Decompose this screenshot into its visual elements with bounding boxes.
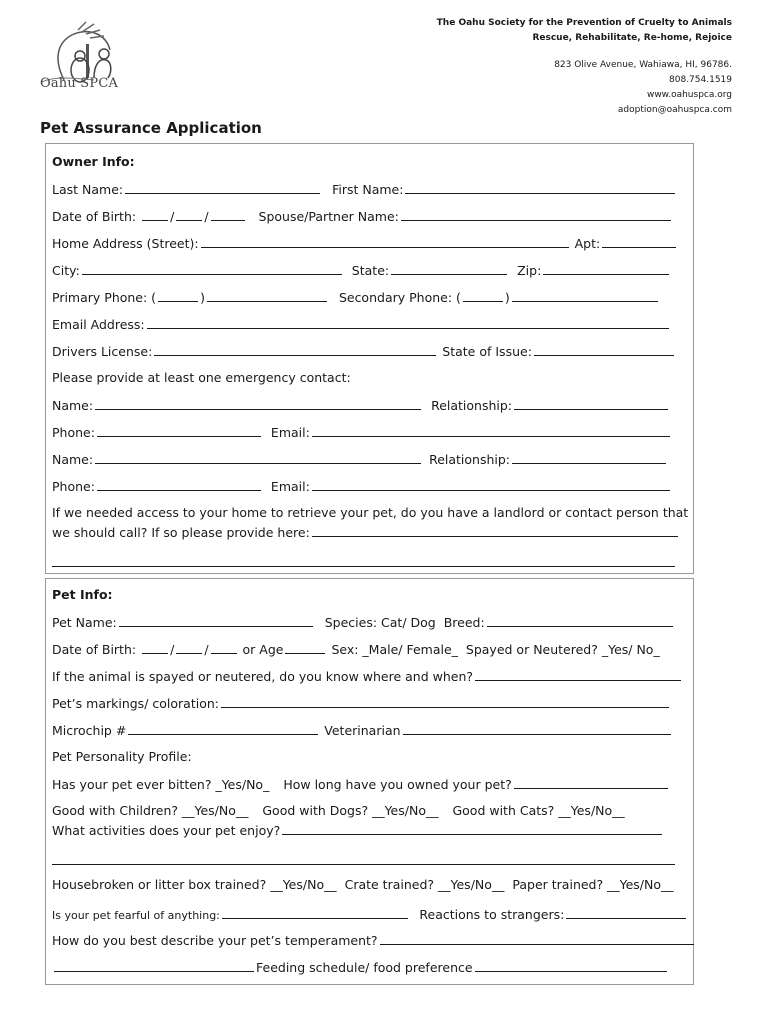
activities-label: What activities does your pet enjoy?: [52, 823, 281, 838]
feeding-prefix-field[interactable]: [54, 959, 254, 972]
age-field[interactable]: [285, 641, 325, 654]
row-phones: Primary Phone: ( ) Secondary Phone: ( ): [52, 289, 660, 305]
pet-heading: Pet Info:: [52, 587, 113, 602]
ec2-relationship-label: Relationship:: [429, 452, 511, 467]
page-title: Pet Assurance Application: [40, 119, 262, 137]
last-name-field[interactable]: [125, 181, 320, 194]
org-info: [437, 16, 732, 118]
home-address-field[interactable]: [201, 235, 569, 248]
strangers-label: Reactions to strangers:: [419, 907, 565, 922]
personality-heading: Pet Personality Profile:: [52, 749, 192, 764]
owner-heading: Owner Info:: [52, 154, 135, 169]
paper-options[interactable]: Paper trained? __Yes/No__: [512, 877, 674, 892]
state-of-issue-field[interactable]: [534, 343, 674, 356]
state-label: State:: [351, 263, 390, 278]
owner-info-section: [45, 143, 694, 574]
markings-field[interactable]: [221, 695, 669, 708]
spayed-when-label: If the animal is spayed or neutered, do you know where and when?: [52, 669, 474, 684]
feeding-field[interactable]: [475, 959, 667, 972]
row-fearful: [52, 906, 688, 922]
landlord-extra-line[interactable]: [52, 566, 675, 567]
secondary-phone-label: Secondary Phone: (: [338, 290, 461, 305]
city-field[interactable]: [82, 262, 342, 275]
or-age-label: or Age: [242, 642, 284, 657]
row-ec2-phone: [52, 478, 672, 494]
dob-year-field[interactable]: [211, 208, 245, 221]
activities-extra-line[interactable]: [52, 864, 675, 865]
breed-field[interactable]: [487, 614, 673, 627]
row-spayed-when: [52, 668, 683, 684]
row-microchip: [52, 722, 673, 738]
row-training: [52, 877, 673, 892]
city-label: City:: [52, 263, 80, 278]
pet-name-field[interactable]: [119, 614, 313, 627]
ec2-name-field[interactable]: [95, 451, 421, 464]
state-field[interactable]: [391, 262, 507, 275]
row-ec1-phone: [52, 424, 672, 440]
apt-label: Apt:: [574, 236, 601, 251]
bitten-options[interactable]: Has your pet ever bitten? _Yes/No_: [52, 777, 270, 792]
cats-options[interactable]: Good with Cats? __Yes/No__: [452, 803, 625, 818]
activities-field[interactable]: [282, 822, 662, 835]
emergency-note: Please provide at least one emergency contact:: [52, 370, 351, 385]
landlord-field[interactable]: [312, 524, 678, 537]
pet-dob-year-field[interactable]: [211, 641, 237, 654]
row-good-with: [52, 803, 625, 818]
primary-area-field[interactable]: [158, 289, 198, 302]
ec2-email-field[interactable]: [312, 478, 670, 491]
ec2-email-label: Email:: [270, 479, 310, 494]
email-address-label: Email Address:: [52, 317, 145, 332]
dogs-options[interactable]: Good with Dogs? __Yes/No__: [262, 803, 439, 818]
row-city: [52, 262, 671, 278]
ec1-phone-field[interactable]: [97, 424, 261, 437]
ec2-relationship-field[interactable]: [512, 451, 666, 464]
spouse-field[interactable]: [401, 208, 671, 221]
dob-month-field[interactable]: [142, 208, 168, 221]
last-name-label: Last Name:: [52, 182, 124, 197]
row-temperament: [52, 932, 696, 948]
pet-name-label: Pet Name:: [52, 615, 117, 630]
drivers-license-label: Drivers License:: [52, 344, 153, 359]
microchip-field[interactable]: [128, 722, 318, 735]
logo-text: Oahu SPCA: [40, 76, 119, 91]
apt-field[interactable]: [602, 235, 676, 248]
ec1-relationship-label: Relationship:: [431, 398, 513, 413]
first-name-field[interactable]: [405, 181, 675, 194]
pet-dob-day-field[interactable]: [176, 641, 202, 654]
strangers-field[interactable]: [566, 906, 686, 919]
feeding-label: Feeding schedule/ food preference: [256, 960, 473, 975]
row-address: [52, 235, 678, 251]
zip-field[interactable]: [543, 262, 669, 275]
spayed-when-field[interactable]: [475, 668, 681, 681]
row-pet-dob: Date of Birth: / / or Age Sex: _Male/ Female_ Spayed or Neutered? _Yes/ No_: [52, 642, 660, 657]
owned-label: How long have you owned your pet?: [283, 777, 512, 792]
email-address-field[interactable]: [147, 316, 669, 329]
row-feeding: [52, 959, 669, 975]
zip-label: Zip:: [517, 263, 542, 278]
primary-phone-field[interactable]: [207, 289, 327, 302]
fearful-label: Is your pet fearful of anything:: [52, 909, 220, 922]
secondary-area-field[interactable]: [463, 289, 503, 302]
veterinarian-field[interactable]: [403, 722, 671, 735]
org-website[interactable]: www.oahuspca.org: [646, 90, 732, 100]
sex-options[interactable]: Sex: _Male/ Female_: [331, 642, 458, 657]
ec2-phone-label: Phone:: [52, 479, 95, 494]
landlord-question-line2: we should call? If so please provide here:: [52, 525, 310, 540]
first-name-label: First Name:: [332, 182, 404, 197]
children-options[interactable]: Good with Children? __Yes/No__: [52, 803, 249, 818]
row-ec1-name: [52, 397, 670, 413]
dob-label: Date of Birth:: [52, 209, 137, 224]
microchip-label: Microchip #: [52, 723, 127, 738]
org-address: 823 Olive Avenue, Wahiawa, HI, 96786.: [554, 60, 732, 70]
owned-field[interactable]: [514, 776, 668, 789]
row-dob: Date of Birth: / / Spouse/Partner Name:: [52, 208, 673, 224]
housebroken-options[interactable]: Housebroken or litter box trained? __Yes/No__: [52, 877, 337, 892]
row-markings: [52, 695, 671, 711]
spayed-options[interactable]: Spayed or Neutered? _Yes/ No_: [465, 642, 660, 657]
ec1-email-label: Email:: [270, 425, 310, 440]
drivers-license-field[interactable]: [154, 343, 436, 356]
fearful-field[interactable]: [222, 906, 408, 919]
veterinarian-label: Veterinarian: [324, 723, 401, 738]
row-license: [52, 343, 676, 359]
state-of-issue-label: State of Issue:: [442, 344, 532, 359]
ec1-name-label: Name:: [52, 398, 94, 413]
ec2-phone-field[interactable]: [97, 478, 261, 491]
row-landlord: [52, 524, 680, 540]
pet-info-section: [45, 578, 694, 985]
row-ec2-name: [52, 451, 668, 467]
row-bitten: [52, 776, 670, 792]
org-name: The Oahu Society for the Prevention of Cruelty to Animals: [436, 18, 732, 28]
ec1-email-field[interactable]: [312, 424, 670, 437]
row-email: [52, 316, 671, 332]
dob-day-field[interactable]: [176, 208, 202, 221]
org-tagline: Rescue, Rehabilitate, Re-home, Rejoice: [532, 33, 732, 43]
ec1-phone-label: Phone:: [52, 425, 95, 440]
ec1-relationship-field[interactable]: [514, 397, 668, 410]
species-label: Species: Cat/ Dog: [324, 615, 436, 630]
org-phone: 808.754.1519: [669, 75, 732, 85]
secondary-phone-field[interactable]: [512, 289, 658, 302]
row-activities: [52, 822, 664, 838]
primary-phone-label: Primary Phone: (: [52, 290, 157, 305]
row-pet-name: [52, 614, 675, 630]
ec2-name-label: Name:: [52, 452, 94, 467]
landlord-question-line1: If we needed access to your home to retrieve your pet, do you have a landlord or contact person that: [52, 505, 689, 520]
org-email[interactable]: adoption@oahuspca.com: [617, 105, 732, 115]
pet-dob-month-field[interactable]: [142, 641, 168, 654]
row-names: [52, 181, 677, 197]
markings-label: Pet’s markings/ coloration:: [52, 696, 219, 711]
ec1-name-field[interactable]: [95, 397, 421, 410]
pet-dob-label: Date of Birth:: [52, 642, 137, 657]
breed-label: Breed:: [443, 615, 485, 630]
crate-options[interactable]: Crate trained? __Yes/No__: [344, 877, 505, 892]
temperament-label: How do you best describe your pet’s temperament?: [52, 933, 378, 948]
spouse-label: Spouse/Partner Name:: [258, 209, 399, 224]
temperament-field[interactable]: [380, 932, 694, 945]
home-address-label: Home Address (Street):: [52, 236, 199, 251]
